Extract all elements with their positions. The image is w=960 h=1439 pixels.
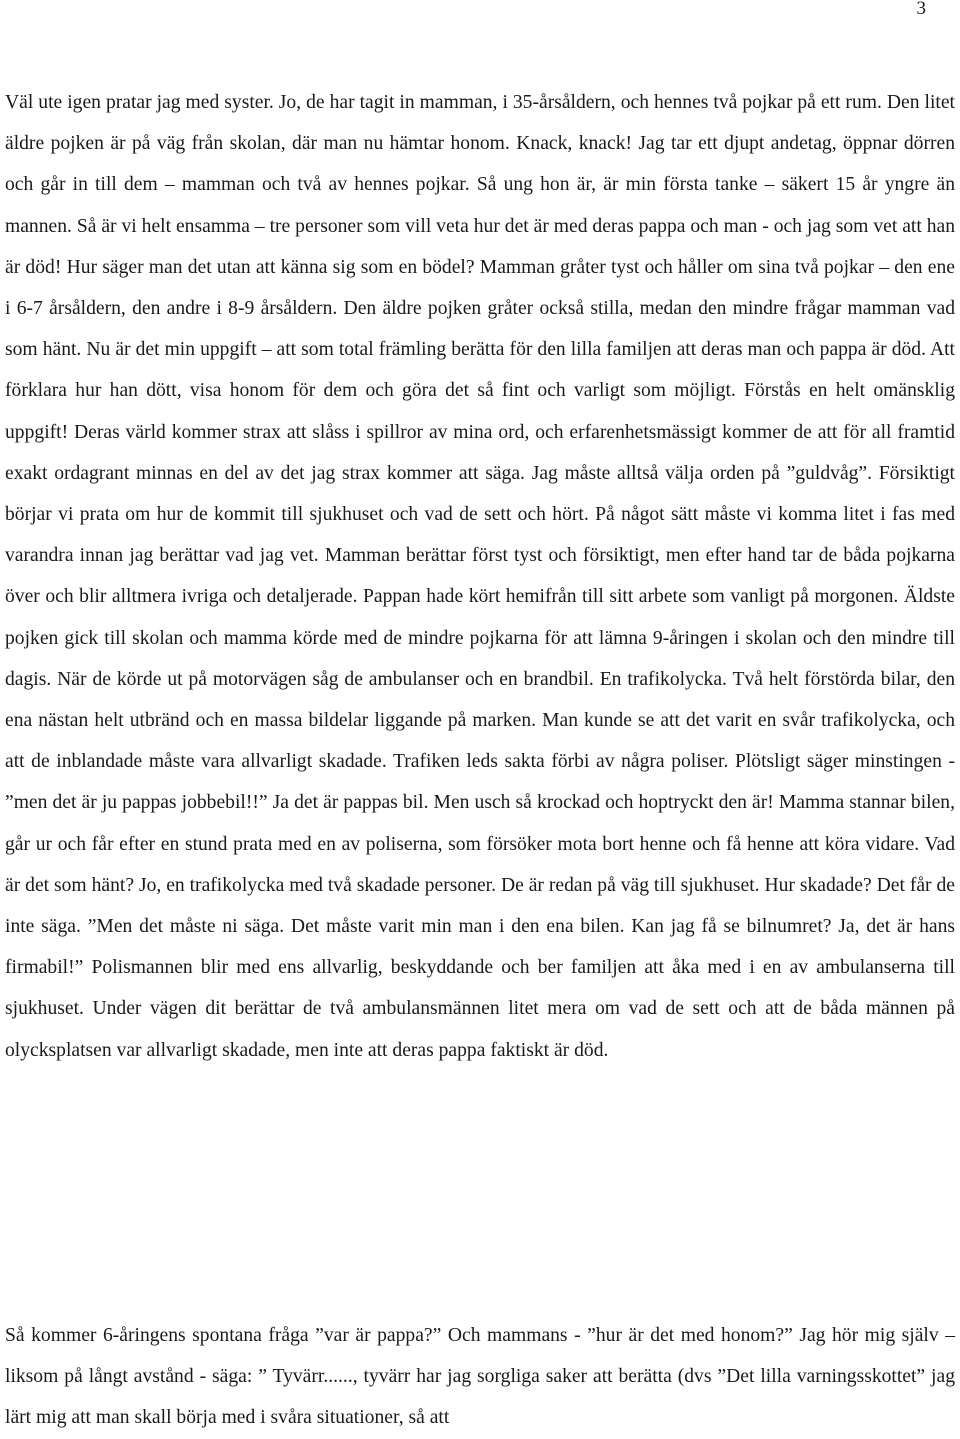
body-paragraph: Väl ute igen pratar jag med syster. Jo, de har tagit in mamman, i 35-årsåldern, och hennes två pojkar på ett rum. Den litet äldre pojken är på väg från skolan, där man nu hämtar honom. Knack, knack! Jag tar ett djupt andetag, öppnar dörren och går in till dem – mamman och två av hennes pojkar. Så ung hon är, är min första tanke – säkert 15 år yngre än mannen. Så är vi helt ensamma – tre personer som vill veta hur det är med deras pappa och man - och jag som vet att han är död! Hur säger man det utan att känna sig som en bödel? Mamman gråter tyst och håller om sina två pojkar – den ene i 6-7 årsåldern, den andre i 8-9 årsåldern. Den äldre pojken gråter också stilla, medan den mindre frågar mamman vad som hänt. Nu är det min uppgift – att som total främling berätta för den lilla familjen att deras man och pappa är död. Att förklara hur han dött, visa honom för dem och göra det så fint och varligt som möjligt. Förstås en helt omänsklig uppgift! Deras värld kommer strax att slåss i spillror av mina ord, och erfarenhetsmässigt kommer de att för all framtid exakt ordagrant minnas en del av det jag strax kommer att säga. Jag måste alltså välja orden på ”guldvåg”. Försiktigt börjar vi prata om hur de kommit till sjukhuset och vad de sett och hört. På något sätt måste vi komma litet i fas med varandra innan jag berättar vad jag vet. Mamman berättar först tyst och försiktigt, men efter hand tar de båda pojkarna över och blir alltmera ivriga och detaljerade. Pappan hade kört hemifrån till sitt arbete som vanligt på morgonen. Äldste pojken gick till skolan och mamma körde med de mindre pojkarna för att lämna 9-åringen i skolan och den mindre till dagis. När de körde ut på motorvägen såg de ambulanser och en brandbil. En trafikolycka. Två helt förstörda bilar, den ena nästan helt utbränd och en massa bildelar liggande på marken. Man kunde se att det varit en svår trafikolycka, och att de inblandade måste vara allvarligt skadade. Trafiken leds sakta förbi av några poliser. Plötsligt säger minstingen - ”men det är ju pappas jobbebil!!” Ja det är pappas bil. Men usch så krockad och hoptryckt den är! Mamma stannar bilen, går ur och får efter en stund prata med en av poliserna, som försöker mota bort henne och få henne att köra vidare. Vad är det som hänt? Jo, en trafikolycka med två skadade personer. De är redan på väg till sjukhuset. Hur skadade? Det får de inte säga. ”Men det måste ni säga. Det måste varit min man i den ena bilen. Kan jag få se bilnumret? Ja, det är hans firmabil!” Polismannen blir med ens allvarlig, beskyddande och ber familjen att åka med i en av ambulanserna till sjukhuset. Under vägen dit berättar de två ambulansmännen litet mera om vad de sett och att de båda männen på olycksplatsen var allvarligt skadade, men inte att deras pappa faktiskt är död. (5, 92, 955, 1061)
body-paragraph: Så kommer 6-åringens spontana fråga ”var är pappa?” Och mammans - ”hur är det med honom?” Jag hör mig själv – liksom på långt avstånd - säga: ” Tyvärr......, tyvärr har jag sorgliga saker att berätta (dvs ”Det lilla varningsskottet” jag lärt mig att man skall börja med i svåra situationer, så att (5, 1325, 955, 1429)
page-number: 3 (916, 0, 926, 19)
